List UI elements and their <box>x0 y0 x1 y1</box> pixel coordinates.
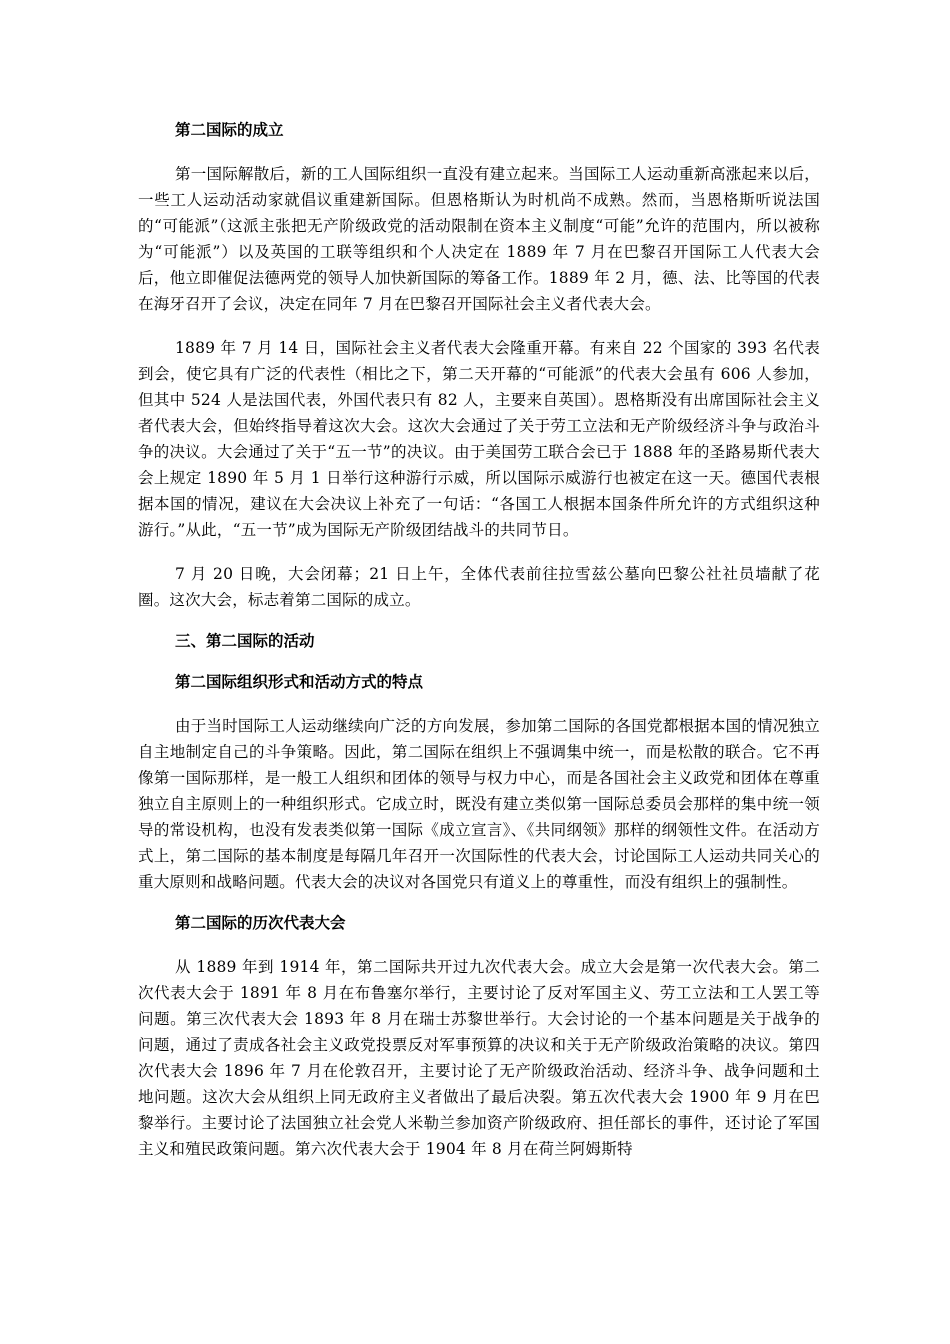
subsection-heading-congresses: 第二国际的历次代表大会 <box>175 914 346 932</box>
paragraph-congresses-history: 从 1889 年到 1914 年，第二国际共开过九次代表大会。成立大会是第一次代表大会。第二次代表大会于 1891 年 8 月在布鲁塞尔举行，主要讨论了反对军国主义、劳工立法和工人罢工等问题。第三次代表大会 1893 年 8 月在瑞士苏黎世举行。大会讨论的一个基本问题是关于战争的问题，通过了责成各社会主义政党投票反对军事预算的决议和关于无产阶级政治策略的决议。第四次代表大会 1896 年 7 月在伦敦召开，主要讨论了无产阶级政治活动、经济斗争、战争问题和土地问题。这次大会从组织上同无政府主义者做出了最后决裂。第五次代表大会 1900 年 9 月在巴黎举行。主要讨论了法国独立社会党人米勒兰参加资产阶级政府、担任部长的事件，还讨论了军国主义和殖民政策问题。第六次代表大会于 1904 年 8 月在荷兰阿姆斯特 <box>138 958 820 1158</box>
paragraph-congress-closing: 7 月 20 日晚，大会闭幕；21 日上午，全体代表前往拉雪兹公墓向巴黎公社社员墙献了花圈。这次大会，标志着第二国际的成立。 <box>138 565 820 609</box>
paragraph-founding-background: 第一国际解散后，新的工人国际组织一直没有建立起来。当国际工人运动重新高涨起来以后，一些工人运动活动家就倡议重建新国际。但恩格斯认为时机尚不成熟。然而，当恩格斯听说法国的“可能派”（这派主张把无产阶级政党的活动限制在资本主义制度“可能”允许的范围内，所以被称为“可能派”）以及英国的工联等组织和个人决定在 1889 年 7 月在巴黎召开国际工人代表大会后，他立即催促法德两党的领导人加快新国际的筹备工作。1889 年 2 月，德、法、比等国的代表在海牙召开了会议，决定在同年 7 月在巴黎召开国际社会主义者代表大会。 <box>138 165 820 313</box>
subsection-heading-organization: 第二国际组织形式和活动方式的特点 <box>175 673 424 691</box>
section-heading-activities: 三、第二国际的活动 <box>175 632 315 650</box>
section-heading-founding: 第二国际的成立 <box>175 121 284 139</box>
document-body <box>138 120 820 1180</box>
paragraph-founding-congress: 1889 年 7 月 14 日，国际社会主义者代表大会隆重开幕。有来自 22 个国家的 393 名代表到会，使它具有广泛的代表性（相比之下，第二天开幕的“可能派”的代表大会虽有 606 人参加，但其中 524 人是法国代表，外国代表只有 82 人，主要来自英国）。恩格斯没有出席国际社会主义者代表大会，但始终指导着这次大会。这次大会通过了关于劳工立法和无产阶级经济斗争与政治斗争的决议。大会通过了关于“五一节”的决议。由于美国劳工联合会已于 1888 年的圣路易斯代表大会上规定 1890 年 5 月 1 日举行这种游行示威，所以国际示威游行也被定在这一天。德国代表根据本国的情况，建议在大会决议上补充了一句话：“各国工人根据本国条件所允许的方式组织这种游行。”从此，“五一节”成为国际无产阶级团结战斗的共同节日。 <box>138 339 820 539</box>
paragraph-organization-features: 由于当时国际工人运动继续向广泛的方向发展，参加第二国际的各国党都根据本国的情况独立自主地制定自己的斗争策略。因此，第二国际在组织上不强调集中统一，而是松散的联合。它不再像第一国际那样，是一般工人组织和团体的领导与权力中心，而是各国社会主义政党和团体在尊重独立自主原则上的一种组织形式。它成立时，既没有建立类似第一国际总委员会那样的集中统一领导的常设机构，也没有发表类似第一国际《成立宣言》、《共同纲领》那样的纲领性文件。在活动方式上，第二国际的基本制度是每隔几年召开一次国际性的代表大会，讨论国际工人运动共同关心的重大原则和战略问题。代表大会的决议对各国党只有道义上的尊重性，而没有组织上的强制性。 <box>138 717 820 891</box>
